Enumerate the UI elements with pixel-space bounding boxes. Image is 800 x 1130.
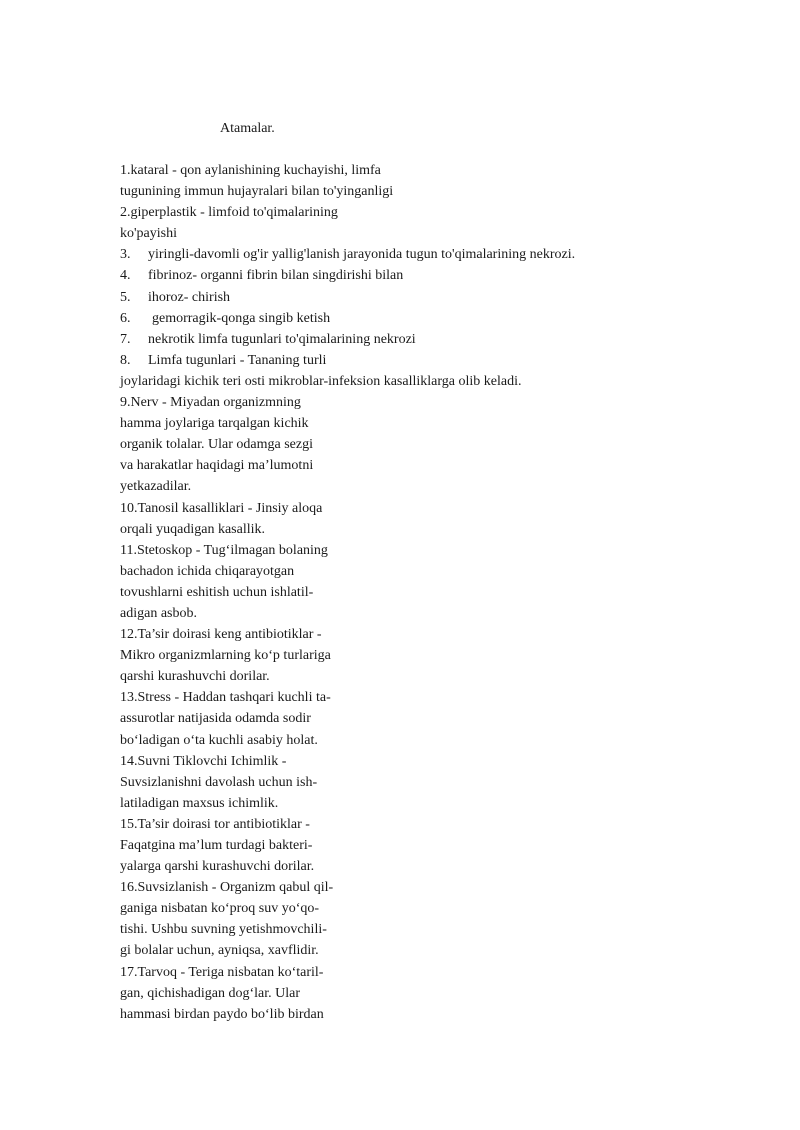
- text-line: 12.Ta’sir doirasi keng antibiotiklar -: [120, 627, 322, 643]
- list-item: [120, 244, 760, 265]
- text-line: 9.Nerv - Miyadan organizmning: [120, 395, 301, 411]
- text-line: tovushlarni eshitish uchun ishlatil-: [120, 584, 314, 600]
- text-line: tugunining immun hujayralari bilan to'yinganligi: [120, 184, 394, 200]
- text-line: joylaridagi kichik teri osti mikroblar-infeksion kasalliklarga olib keladi.: [120, 373, 522, 389]
- text-line: hamma joylariga tarqalgan kichik: [120, 416, 309, 432]
- text-line: 2.giperplastik - limfoid to'qimalarining: [120, 205, 338, 221]
- list-item: [120, 287, 760, 308]
- text-line: 10.Tanosil kasalliklari - Jinsiy aloqa: [120, 500, 323, 516]
- text-line: tishi. Ushbu suvning yetishmovchili-: [120, 922, 327, 938]
- list-text: fibrinoz- organni fibrin bilan singdirishi bilan: [148, 268, 404, 284]
- text-line: ko'payishi: [120, 226, 177, 242]
- text-line: assurotlar natijasida odamda sodir: [120, 711, 311, 727]
- list-number: 3.: [120, 247, 131, 263]
- text-line: gan, qichishadigan dog‘lar. Ular: [120, 985, 301, 1001]
- list-item: [120, 329, 760, 350]
- text-line: 1.kataral - qon aylanishining kuchayishi, limfa: [120, 163, 381, 178]
- text-line: yetkazadilar.: [120, 479, 192, 495]
- text-line: Faqatgina ma’lum turdagi bakteri-: [120, 838, 313, 853]
- text-line: 16.Suvsizlanish - Organizm qabul qil-: [120, 880, 334, 896]
- document-body: [120, 160, 760, 1025]
- text-line: 15.Ta’sir doirasi tor antibiotiklar -: [120, 816, 310, 832]
- list-item: [120, 350, 760, 371]
- text-line: qarshi kurashuvchi dorilar.: [120, 669, 270, 685]
- list-text: yiringli-davomli og'ir yallig'lanish jarayonida tugun to'qimalarining nekrozi.: [148, 247, 576, 263]
- list-number: 7.: [120, 331, 131, 347]
- list-number: 6.: [120, 310, 131, 326]
- text-line: ganiga nisbatan ko‘proq suv yo‘qo-: [120, 901, 320, 917]
- text-line: va harakatlar haqidagi ma’lumotni: [120, 458, 314, 474]
- text-line: adigan asbob.: [120, 605, 197, 621]
- text-line: Mikro organizmlarning ko‘p turlariga: [120, 648, 331, 664]
- list-text: gemorragik-qonga singib ketish: [152, 310, 331, 326]
- text-line: organik tolalar. Ular odamga sezgi: [120, 437, 313, 453]
- list-number: 8.: [120, 352, 131, 368]
- text-line: 13.Stress - Haddan tashqari kuchli ta-: [120, 690, 331, 706]
- text-line: gi bolalar uchun, ayniqsa, xavflidir.: [120, 943, 319, 959]
- text-line: yalarga qarshi kurashuvchi dorilar.: [120, 859, 315, 875]
- text-line: latiladigan maxsus ichimlik.: [120, 795, 279, 811]
- list-text: ihoroz- chirish: [148, 289, 231, 305]
- text-line: bachadon ichida chiqarayotgan: [120, 563, 295, 579]
- list-item: [120, 265, 760, 286]
- list-number: 4.: [120, 268, 131, 284]
- list-number: 5.: [120, 289, 131, 305]
- text-line: 14.Suvni Tiklovchi Ichimlik -: [120, 753, 287, 769]
- text-line: Suvsizlanishni davolash uchun ish-: [120, 774, 318, 790]
- text-line: 17.Tarvoq - Teriga nisbatan ko‘taril-: [120, 964, 324, 980]
- text-line: orqali yuqadigan kasallik.: [120, 521, 266, 537]
- page-title: Atamalar.: [220, 121, 275, 136]
- text-line: bo‘ladigan o‘ta kuchli asabiy holat.: [120, 732, 318, 748]
- list-item: [120, 308, 760, 329]
- text-line: 11.Stetoskop - Tug‘ilmagan bolaning: [120, 542, 328, 558]
- list-text: nekrotik limfa tugunlari to'qimalarining nekrozi: [148, 331, 416, 347]
- list-text: Limfa tugunlari - Tananing turli: [148, 352, 327, 368]
- text-line: hammasi birdan paydo bo‘lib birdan: [120, 1006, 324, 1022]
